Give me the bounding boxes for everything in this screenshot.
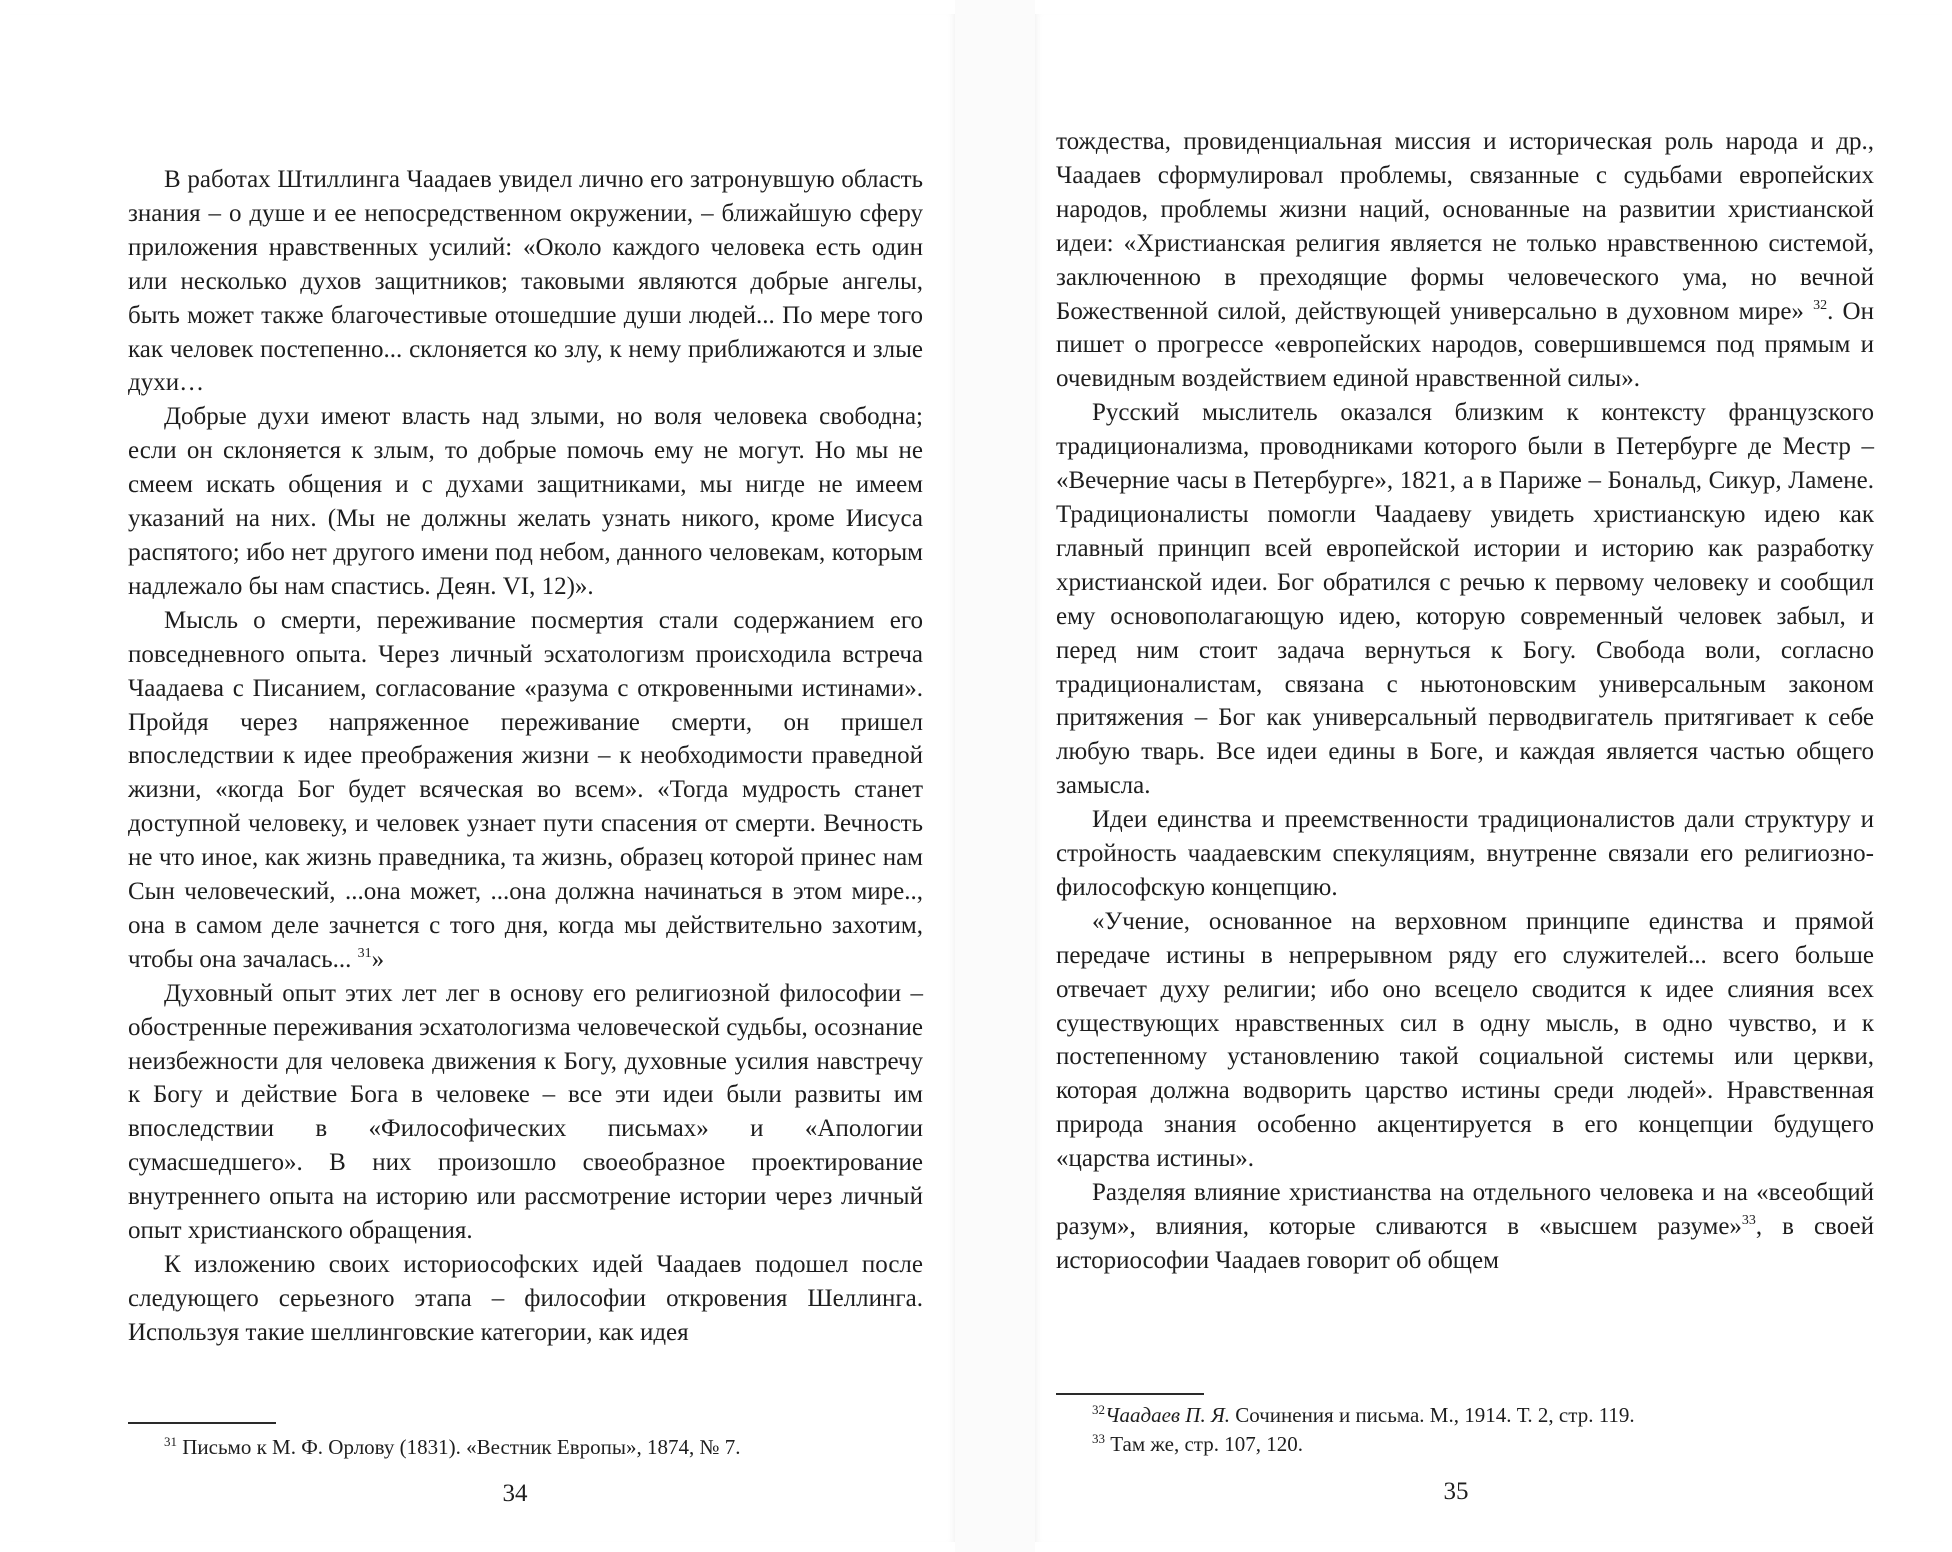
footnote: $^{32}$Чаадаев П. Я. Сочинения и письма. М., 1914. Т. 2, стр. 119. — [1092, 1402, 1635, 1427]
paragraph: Разделяя влияние христианства на отдельного человека и на «всеобщий разум», влияния, которые сливаются в «высшем разуме»$^{33}$, в своей историософии Чаадаев говорит об общем — [1056, 1179, 1874, 1274]
right-footnotes — [1056, 1401, 1874, 1459]
paragraph: тождества, провиденциальная миссия и историческая роль народа и др., Чаадаев сформулировал проблемы, связанные с судьбами европейских народов, проблемы жизни наций, основанные на развитии христианской идеи: «Христианская религия является не только нравственною системой, заключенною в преходящие формы человеческого ума, но вечной Божественной силой, действующей универсально в духовном мире» $^{32}$. Он пишет о прогрессе «европейских народов, совершившемся под прямым и очевидным воздействием единой нравственной силы». — [1056, 128, 1874, 393]
left-page — [10, 14, 955, 1542]
footnote-divider — [128, 1422, 276, 1424]
paragraph: Идеи единства и преемственности традиционалистов дали структуру и стройность чаадаевским спекуляциям, внутренне связали его религиозно-философскую концепцию. — [1056, 806, 1874, 901]
page-number: 35 — [1443, 1478, 1469, 1505]
right-page-body — [1056, 125, 1874, 1278]
paragraph: Мысль о смерти, переживание посмертия стали содержанием его повседневного опыта. Через личный эсхатологизм происходила встреча Чаадаева с Писанием, согласование «разума с откровенными истинами». Пройдя через напряженное переживание смерти, он пришел впоследствии к идее преображения жизни – к необходимости праведной жизни, «когда Бог будет всяческая во всем». «Тогда мудрость станет доступной человеку, и человек узнает пути спасения от смерти. Вечность не что иное, как жизнь праведника, та жизнь, образец которой принес нам Сын человеческий, ...она может, ...она должна начинаться в этом мире.., она в самом деле зачнется с того дня, когда мы действительно захотим, чтобы она зачалась... $^{31}$» — [128, 606, 923, 973]
paragraph: Добрые духи имеют власть над злыми, но воля человека свободна; если он склоняется к злым, то добрые помочь ему не могут. Но мы не смеем искать общения и с духами защитниками, мы нигде не имеем указаний на них. (Мы не должны желать узнать никого, кроме Иисуса распятого; ибо нет другого имени под небом, данного человекам, которым надлежало бы нам спастись. Деян. VI, 12)». — [128, 403, 923, 600]
paragraph: «Учение, основанное на верховном принципе единства и прямой передаче истины в непрерывном ряду его служителей... всего больше отвечает духу религии; ибо оно всецело сводится к идее слияния всех существующих нравственных сил в одну мысль, в одно чувство, и к постепенному установлению такой социальной системы или церкви, которая должна водворить царство истины среди людей». Нравственная природа знания особенно акцентируется в его концепции будущего «царства истины». — [1056, 907, 1874, 1173]
footnote-ref[interactable]: 32 — [1813, 297, 1828, 313]
paragraph: К изложению своих историософских идей Чаадаев подошел после следующего серьезного этапа – философии откровения Шеллинга. Используя такие шеллинговские категории, как идея — [128, 1251, 923, 1346]
footnote-divider — [1056, 1393, 1204, 1395]
left-page-body — [128, 163, 923, 1350]
footnote: $^{31}$ Письмо к М. Ф. Орлову (1831). «Вестник Европы», 1874, № 7. — [164, 1434, 741, 1459]
paragraph: В работах Штиллинга Чаадаев увидел лично его затронувшую область знания – о душе и ее непосредственном окружении, – ближайшую сферу приложения нравственных усилий: «Около каждого человека есть один или несколько духов защитников; таковыми являются добрые ангелы, быть может также благочестивые отошедшие души людей... По мере того как человек постепенно... склоняется ко злу, к нему приближаются и злые духи… — [128, 166, 923, 397]
right-page — [1035, 14, 1942, 1542]
book-gutter — [955, 0, 1035, 1552]
paragraph: Русский мыслитель оказался близким к контексту французского традиционализма, проводниками которого были в Петербурге де Местр – «Вечерние часы в Петербурге», 1821, а в Париже – Бональд, Сикур, Ламене. Традиционалисты помогли Чаадаеву увидеть христианскую идею как главный принцип всей европейской истории и историю как разработку христианской идеи. Бог обратился с речью к первому человеку и сообщил ему основополагающую идею, которую современный человек забыл, и перед ним стоит задача вернуться к Богу. Свобода воли, согласно традиционалистам, связана с ньютоновским универсальным законом притяжения – Бог как универсальный перводвигатель притягивает к себе любую тварь. Все идеи едины в Боге, и каждая является частью общего замысла. — [1056, 399, 1874, 800]
paragraph: Духовный опыт этих лет лег в основу его религиозной философии – обостренные переживания эсхатологизма человеческой судьбы, осознание неизбежности для человека движения к Богу, духовные усилия навстречу к Богу и действие Бога в человеке – все эти идеи были развиты им впоследствии в «Философических письмах» и «Апологии сумасшедшего». В них произошло своеобразное проектирование внутреннего опыта на историю или рассмотрение истории через личный опыт христианского обращения. — [128, 979, 923, 1245]
footnote: $^{33}$ Там же, стр. 107, 120. — [1092, 1431, 1303, 1456]
footnote-ref[interactable]: 31 — [357, 945, 372, 961]
page-number: 34 — [502, 1480, 528, 1507]
left-footnotes — [128, 1433, 923, 1462]
footnote-ref[interactable]: 33 — [1741, 1213, 1756, 1228]
